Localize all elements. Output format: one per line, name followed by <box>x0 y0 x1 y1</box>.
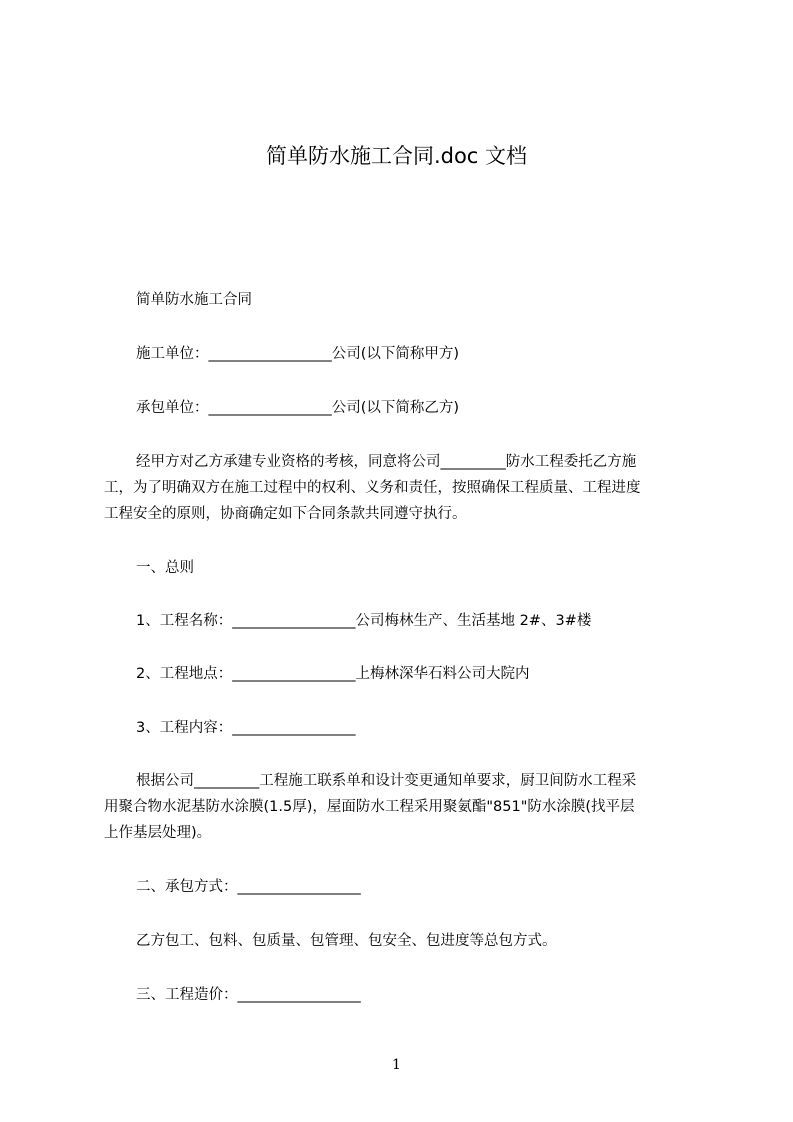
content-line: 上作基层处理)。 <box>104 825 212 841</box>
party-a-line: 施工单位：_________________公司(以下简称甲方) <box>136 346 460 362</box>
section-contract-mode-heading: 二、承包方式：_________________ <box>136 879 361 895</box>
project-name-line: 1、工程名称：_________________公司梅林生产、生活基地 2#、3#楼 <box>136 613 592 629</box>
contract-heading: 简单防水施工合同 <box>136 292 252 308</box>
party-b-line: 承包单位：_________________公司(以下简称乙方) <box>136 400 460 416</box>
document-title: 简单防水施工合同.doc 文档 <box>265 144 528 168</box>
intro-line: 工，为了明确双方在施工过程中的权利、义务和责任，按照确保工程质量、工程进度 <box>104 480 641 496</box>
section-price-heading: 三、工程造价：_________________ <box>136 987 361 1003</box>
content-paragraph <box>104 768 704 846</box>
project-location-line: 2、工程地点：_________________上梅林深华石料公司大院内 <box>136 666 530 682</box>
contract-mode-line: 乙方包工、包料、包质量、包管理、包安全、包进度等总包方式。 <box>136 933 557 949</box>
project-content-line: 3、工程内容：_________________ <box>136 720 356 736</box>
intro-line: 工程安全的原则，协商确定如下合同条款共同遵守执行。 <box>104 506 467 522</box>
intro-paragraph <box>104 449 704 527</box>
content-line: 用聚合物水泥基防水涂膜(1.5厚)，屋面防水工程采用聚氨酯"851"防水涂膜(找平层 <box>104 799 635 815</box>
section-general-heading: 一、总则 <box>136 560 194 576</box>
page-number: 1 <box>392 1057 401 1073</box>
content-line: 根据公司_________工程施工联系单和设计变更通知单要求，厨卫间防水工程采 <box>136 773 637 789</box>
intro-line: 经甲方对乙方承建专业资格的考核，同意将公司_________防水工程委托乙方施 <box>136 454 637 470</box>
